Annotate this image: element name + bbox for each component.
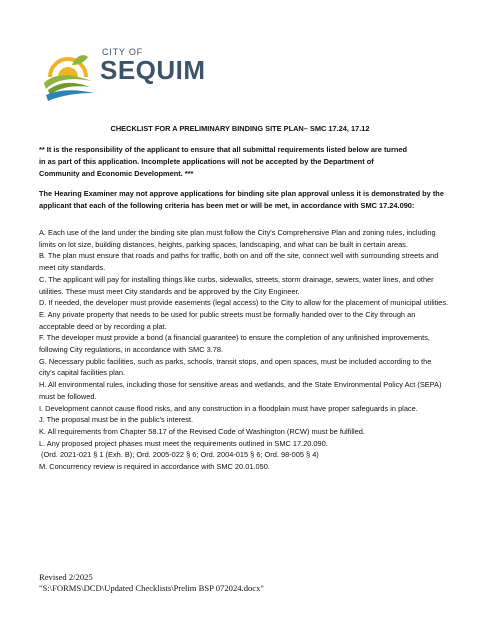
criterion-f: F. The developer must provide a bond (a financial guarantee) to ensure the completion of any unfinished improvements, following City regulations, in accordance with SMC 3.78. <box>39 333 430 355</box>
notice-line: Community and Economic Development. *** <box>39 169 194 178</box>
notice-line: in as part of this application. Incomplete applications will not be accepted by the Department of <box>39 157 374 166</box>
criterion-b: B. The plan must ensure that roads and paths for traffic, both on and off the site, connect well with surrounding streets and meet city standards. <box>39 251 439 273</box>
criterion-h: H. All environmental rules, including those for sensitive areas and wetlands, and the State Environmental Policy Act (SEPA) must be followed. <box>39 380 442 401</box>
criterion-e: E. Any private property that needs to be used for public streets must be formally handed over to the City through an acceptable deed or by recording a plat. <box>39 309 416 331</box>
criterion-c: C. The applicant will pay for installing things like curbs, sidewalks, streets, storm drainage, sewers, water lines, and other utilities. These must meet City standards and be approved by the City Engineer. <box>39 274 434 296</box>
criterion-i: I. Development cannot cause flood risks, and any construction in a floodplain must have proper safeguards in place. <box>39 403 418 413</box>
criterion-l: L. Any proposed project phases must meet the requirements outlined in SMC 17.20.090. <box>39 438 328 448</box>
criterion-g: G. Necessary public facilities, such as parks, schools, transit stops, and open spaces, must be included according to the city's capital facilities plan. <box>39 356 432 378</box>
hearing-examiner-paragraph: The Hearing Examiner may not approve applications for binding site plan approval unless it is demonstrated by the applicant that each of the following criteria has been met or will be met, in accordance with SMC 17.24.090: <box>39 189 444 210</box>
notice-line: ** It is the responsibility of the applicant to ensure that all submittal requirements listed below are turned <box>39 145 407 154</box>
criterion-m: M. Concurrency review is required in accordance with SMC 20.01.050. <box>39 462 270 472</box>
criterion-j: J. The proposal must be in the public's interest. <box>39 415 194 425</box>
criteria-list <box>39 227 449 473</box>
document-footer <box>39 572 264 594</box>
logo-city-of: CITY OF <box>102 47 143 57</box>
logo-emblem-icon <box>40 47 98 102</box>
revised-date: Revised 2/2025 <box>39 572 93 582</box>
file-path: "S:\FORMS\DCD\Updated Checklists\Prelim BSP 072024.docx" <box>39 583 264 593</box>
city-logo <box>40 47 240 102</box>
criterion-a: A. Each use of the land under the binding site plan must follow the City's Comprehensive Plan and zoning rules, including limits on lot size, building distances, heights, parking spaces, landscaping, and what can be built in certain areas. <box>39 228 436 249</box>
logo-city-name: SEQUIM <box>100 55 206 85</box>
criterion-k: K. All requirements from Chapter 58.17 of the Revised Code of Washington (RCW) must be fulfilled. <box>39 426 365 436</box>
checklist-title: CHECKLIST FOR A PRELIMINARY BINDING SITE PLAN– SMC 17.24, 17.12 <box>110 124 370 133</box>
ordinance-reference: (Ord. 2021-021 § 1 (Exh. B); Ord. 2005-022 § 6; Ord. 2004-015 § 6; Ord. 98-005 § 4) <box>39 450 319 460</box>
submittal-notice <box>39 144 449 180</box>
criterion-d: D. If needed, the developer must provide easements (legal access) to the City to allow for the placement of municipal utilities. <box>39 298 449 308</box>
